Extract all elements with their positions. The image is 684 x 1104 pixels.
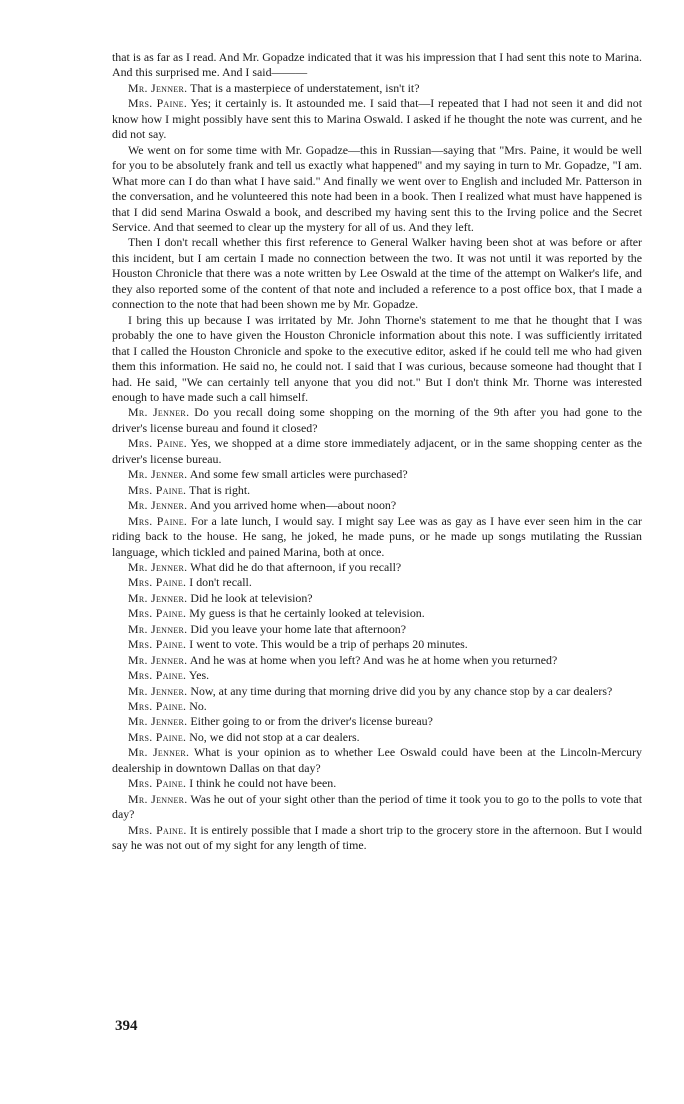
paragraph bbox=[112, 684, 642, 699]
paragraph bbox=[112, 514, 642, 560]
paragraph bbox=[112, 483, 642, 498]
speaker-label: Mrs. Paine. bbox=[128, 513, 188, 528]
paragraph-text: We went on for some time with Mr. Gopadze—this in Russian—saying that "Mrs. Paine, it would be well for you to be absolutely frank and tell us exactly what happened" and my saying in turn to Mr. Gopadze, "I am. What more can I do than what I have said." And finally we went over to English and included Mr. Patterson in the conversation, and he volunteered this note had been in a book. Then I realized what must have happened is that I did send Marina Oswald a book, and described my having sent this to the Irving police and the Secret Service. And that seemed to clear up the mystery for all of us. And they left. bbox=[112, 142, 642, 234]
paragraph-text: Then I don't recall whether this first reference to General Walker having been shot at was before or after this incident, but I am certain I made no connection between the two. It was not until it was reported by the Houston Chronicle that there was a note written by Lee Oswald at the time of the attempt on Walker's life, and they also reported some of the content of that note and included a reference to a post office box, that I made a connection to the note that had been shown me by Mr. Gopadze. bbox=[112, 235, 642, 312]
speaker-label: Mr. Jenner. bbox=[128, 714, 188, 729]
paragraph-text: Do you recall doing some shopping on the morning of the 9th after you had gone to the driver's license bureau and found it closed? bbox=[112, 405, 642, 435]
paragraph-text: Yes. bbox=[186, 668, 210, 683]
paragraph bbox=[112, 745, 642, 776]
paragraph bbox=[112, 622, 642, 637]
paragraph bbox=[112, 714, 642, 729]
speaker-label: Mrs. Paine. bbox=[128, 606, 187, 621]
paragraph bbox=[112, 560, 642, 575]
paragraph-text: Yes; it certainly is. It astounded me. I said that—I repeated that I had not seen it and did not know how I might possibly have sent this to Marina Oswald. I asked if he thought the note was current, and he did not say. bbox=[112, 96, 643, 142]
speaker-label: Mr. Jenner. bbox=[128, 791, 188, 806]
speaker-label: Mrs. Paine. bbox=[128, 96, 188, 111]
paragraph bbox=[112, 50, 642, 81]
speaker-label: Mrs. Paine. bbox=[128, 776, 187, 791]
document-page bbox=[112, 50, 642, 854]
paragraph bbox=[112, 776, 642, 791]
speaker-label: Mr. Jenner. bbox=[128, 467, 188, 482]
paragraph-text: Either going to or from the driver's license bureau? bbox=[187, 714, 433, 729]
paragraph-text: No. bbox=[186, 699, 207, 714]
speaker-label: Mrs. Paine. bbox=[128, 729, 187, 744]
speaker-label: Mr. Jenner. bbox=[128, 621, 188, 636]
paragraph bbox=[112, 498, 642, 513]
paragraph bbox=[112, 405, 642, 436]
paragraph bbox=[112, 575, 642, 590]
paragraph bbox=[112, 235, 642, 312]
page-number: 394 bbox=[115, 1018, 138, 1034]
speaker-label: Mr. Jenner. bbox=[128, 652, 188, 667]
speaker-label: Mrs. Paine. bbox=[128, 668, 187, 683]
speaker-label: Mrs. Paine. bbox=[128, 822, 187, 837]
paragraph-text: Was he out of your sight other than the period of time it took you to go to the polls to vote that day? bbox=[112, 791, 643, 822]
speaker-label: Mrs. Paine. bbox=[128, 482, 187, 497]
paragraph-text: For a late lunch, I would say. I might say Lee was as gay as I have ever seen him in the car riding back to the house. He sang, he joked, he made puns, or he made up songs mutilating the Russian language, which tickled and pained Marina, both at once. bbox=[112, 513, 642, 559]
speaker-label: Mr. Jenner. bbox=[128, 498, 188, 513]
paragraph-text: I went to vote. This would be a trip of perhaps 20 minutes. bbox=[186, 637, 468, 652]
speaker-label: Mrs. Paine. bbox=[128, 637, 187, 652]
paragraph-text: That is right. bbox=[186, 482, 251, 497]
paragraph-text: That is a masterpiece of understatement, isn't it? bbox=[187, 80, 420, 95]
paragraph bbox=[112, 699, 642, 714]
paragraph bbox=[112, 467, 642, 482]
paragraph bbox=[112, 730, 642, 745]
paragraph-text: I bring this up because I was irritated by Mr. John Thorne's statement to me that he thought that I was probably the one to have given the Houston Chronicle information about this note. I was sufficiently irritated that I called the Houston Chronicle and spoke to the executive editor, asked if he could tell me who had given them this information. He said no, he could not. I said that I was curious, because someone had thought that I had. He said, "We can certainly tell anyone that you did not." But I don't think Mr. Thorne was interested enough to have made such a call himself. bbox=[112, 312, 642, 404]
paragraph-text: Did he look at television? bbox=[187, 590, 313, 605]
speaker-label: Mr. Jenner. bbox=[128, 405, 190, 420]
paragraph-text: What did he do that afternoon, if you recall? bbox=[187, 559, 402, 574]
paragraph bbox=[112, 143, 642, 236]
speaker-label: Mr. Jenner. bbox=[128, 683, 188, 698]
paragraph bbox=[112, 653, 642, 668]
paragraph bbox=[112, 436, 642, 467]
speaker-label: Mrs. Paine. bbox=[128, 699, 187, 714]
paragraph bbox=[112, 668, 642, 683]
paragraph-text: And he was at home when you left? And was he at home when you returned? bbox=[187, 652, 558, 667]
paragraph-text: And you arrived home when—about noon? bbox=[187, 498, 397, 513]
paragraph-text: Did you leave your home late that afternoon? bbox=[187, 621, 406, 636]
paragraph-text: Yes, we shopped at a dime store immediately adjacent, or in the same shopping center as the driver's license bureau. bbox=[112, 436, 642, 466]
speaker-label: Mr. Jenner. bbox=[128, 80, 188, 95]
paragraph-text: And some few small articles were purchased? bbox=[187, 467, 408, 482]
paragraph bbox=[112, 591, 642, 606]
paragraph-text: My guess is that he certainly looked at television. bbox=[186, 606, 425, 621]
speaker-label: Mr. Jenner. bbox=[128, 745, 190, 760]
paragraph-text: No, we did not stop at a car dealers. bbox=[186, 729, 360, 744]
speaker-label: Mr. Jenner. bbox=[128, 590, 188, 605]
speaker-label: Mrs. Paine. bbox=[128, 436, 188, 451]
paragraph-text: I think he could not have been. bbox=[186, 776, 337, 791]
paragraph-text: It is entirely possible that I made a short trip to the grocery store in the afternoon. But I would say he was not out of my sight for any length of time. bbox=[112, 822, 642, 853]
paragraph-text: Now, at any time during that morning drive did you by any chance stop by a car dealers? bbox=[187, 683, 613, 698]
paragraph-text: I don't recall. bbox=[186, 575, 252, 590]
paragraph bbox=[112, 96, 642, 142]
speaker-label: Mr. Jenner. bbox=[128, 559, 188, 574]
speaker-label: Mrs. Paine. bbox=[128, 575, 187, 590]
paragraph-text: that is as far as I read. And Mr. Gopadze indicated that it was his impression that I had sent this note to Marina. And this surprised me. And I said——— bbox=[112, 50, 642, 80]
paragraph bbox=[112, 823, 642, 854]
paragraph-text: What is your opinion as to whether Lee Oswald could have been at the Lincoln-Mercury dealership in downtown Dallas on that day? bbox=[112, 745, 642, 775]
paragraph bbox=[112, 81, 642, 96]
paragraph bbox=[112, 792, 642, 823]
paragraph bbox=[112, 637, 642, 652]
paragraph bbox=[112, 606, 642, 621]
paragraph bbox=[112, 313, 642, 406]
